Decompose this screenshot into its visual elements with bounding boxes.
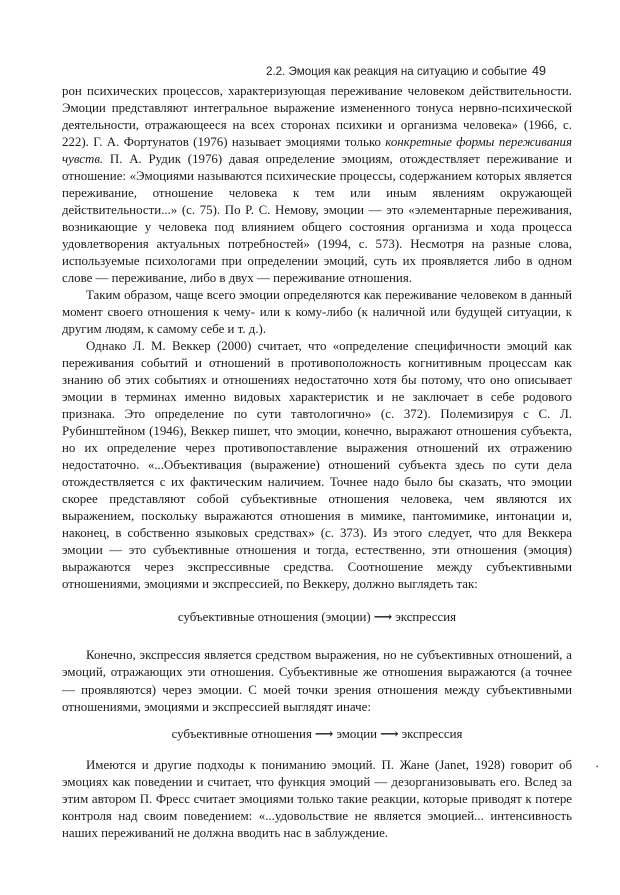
body-text bbox=[62, 83, 572, 842]
paragraph-1-italic: конкретные формы переживания чувств. bbox=[62, 135, 572, 167]
formula-vekker bbox=[62, 609, 572, 626]
formula-1-right: экспрессия bbox=[395, 610, 457, 625]
paragraph-5: Имеются и другие подходы к пониманию эмоций. П. Жане (Janet, 1928) говорит об эмоциях как поведении и считает, что функция эмоций — дезорганизовывать его. Вслед за этим автором П. Фресс считает эмоциями только такие реакции, которые приводят к потере контроля над своим поведением: «...удовольствие не является эмоцией... интенсивность наших переживаний не должна вводить нас в заблуждение. bbox=[62, 757, 572, 840]
paragraph-3: Однако Л. М. Веккер (2000) считает, что «определение специфичности эмоций как переживания событий и отношений в противоположность когнитивным процессам как знанию об этих событиях и отношениях недостаточно хотя бы потому, что оно описывает эмоции в терминах именно видовых характеристик и не заключает в себе родового признака. Это определение по сути тавтологично» (с. 372). Полемизируя с С. Л. Рубинштейном (1946), Веккер пишет, что эмоции, конечно, выражают отношения субъекта, но их определение через противопоставление выражения отношений их отражению недостаточно. «...Объективация (выражение) отношений субъекта здесь по сути дела отождествляется с их фактическим наличием. Точнее надо было бы сказать, что эмоции скорее представляют собой субъективные отношения человека, чем являются их выражением, поскольку выражаются отношения в мимике, пантомимике, интонации и, наконец, в собственно языковых средствах» (с. 373). Из этого следует, что для Веккера эмоции — это субъективные отношения и тогда, естественно, эти отношения (эмоция) выражаются через экспрессивные средства. Соотношение между субъективными отношениями, эмоциями и экспрессией, по Веккеру, должно выглядеть так: bbox=[62, 339, 572, 592]
paragraph-1-part-b: П. А. Рудик (1976) давая определение эмоциям, отождествляет переживание и отношение: «Эмоциями называются психические процессы, содержанием которых является переживание, отношение человека к тем или иным явлениям окружающей действительности...» (с. 75). По Р. С. Немову, эмоции — это «элементарные переживания, возникающие у человека под влиянием общего состояния организма и хода процесса удовлетворения актуальных потребностей» (1994, с. 573). Несмотря на разные слова, используемые психологами при определении эмоций, суть их проявляется либо в одном слове — переживание, либо в двух — переживание отношения. bbox=[62, 152, 572, 286]
arrow-icon: ⟶ bbox=[314, 726, 334, 741]
formula-2-middle: эмоции bbox=[336, 726, 378, 741]
header-title: 2.2. Эмоция как реакция на ситуацию и событие bbox=[266, 65, 528, 78]
scan-speck: • bbox=[596, 763, 599, 771]
arrow-icon: ⟶ bbox=[380, 726, 399, 741]
formula-2-first: субъективные отношения bbox=[171, 726, 312, 741]
paragraph-4: Конечно, экспрессия является средством выражения, но не субъективных отношений, а эмоций, отражающих эти отношения. Субъективные же отношения выражаются (а точнее — проявляются) через эмоции. С моей точки зрения отношения между субъективными отношениями, эмоциями и экспрессией выглядят иначе: bbox=[62, 648, 572, 714]
paragraph-2: Таким образом, чаще всего эмоции определяются как переживание человеком в данный момент своего отношения к чему- или к кому-либо (к наличной или будущей ситуации, к другим людям, к самому себе и т. д.). bbox=[62, 288, 572, 337]
formula-2-last: экспрессия bbox=[401, 726, 463, 741]
formula-author bbox=[62, 726, 572, 743]
formula-1-left: субъективные отношения (эмоции) bbox=[177, 610, 371, 625]
paragraph-1 bbox=[62, 83, 572, 287]
paragraph-1-part-a: рон психических процессов, характеризующая переживание человеком действительности. Эмоции представляют интегральное выражение измененного тонуса нервно-психической деятельности, отражающееся на всех сторонах психики и организма человека» (1966, с. 222). Г. А. Фортунатов (1976) называет эмоциями только bbox=[62, 84, 572, 150]
arrow-icon: ⟶ bbox=[373, 610, 393, 625]
running-header bbox=[0, 0, 620, 84]
page-number: 49 bbox=[532, 64, 546, 78]
